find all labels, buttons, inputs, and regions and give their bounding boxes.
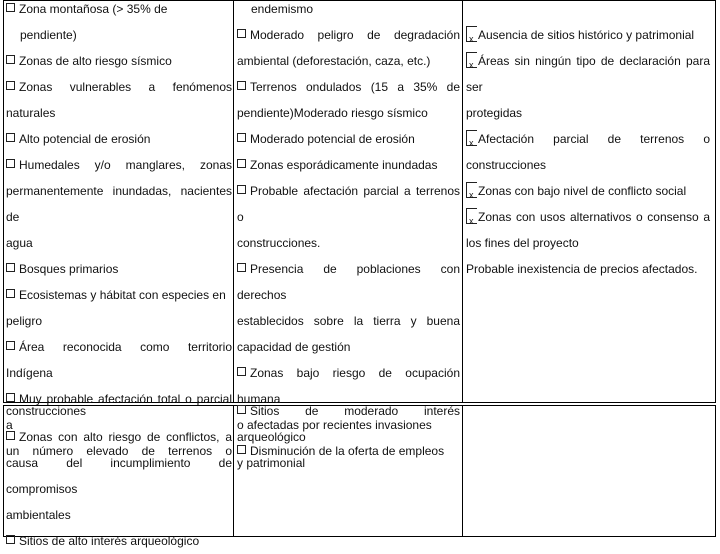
- criterion-text: Afectación parcial de terrenos o: [478, 132, 710, 146]
- criterion-text: o afectadas por recientes invasiones: [237, 418, 432, 432]
- checkbox-icon: [237, 133, 246, 142]
- criterion-line: [237, 152, 460, 178]
- criterion-text: construcciones.: [237, 236, 321, 250]
- criterion-text: un número elevado de terrenos o: [6, 444, 232, 458]
- criterion-line: [6, 308, 232, 334]
- criterion-line: [466, 126, 710, 152]
- x-mark: x: [469, 190, 474, 200]
- criterion-line: [237, 100, 460, 126]
- criterion-text: Ecosistemas y hábitat con especies en: [19, 288, 226, 302]
- criterion-line: [6, 100, 232, 126]
- checked-box-icon: [466, 130, 477, 146]
- criterion-line: [6, 152, 232, 178]
- criterion-text: protegidas: [466, 106, 523, 120]
- checked-box-icon: [466, 52, 477, 68]
- criterion-text: naturales: [6, 106, 56, 120]
- criterion-line: [6, 282, 232, 308]
- criterion-text: Sitios de alto interés arqueológico: [19, 534, 200, 548]
- criterion-text: establecidos sobre la tierra y buena: [237, 314, 460, 328]
- criterion-text: Humedales y/o manglares, zonas: [19, 158, 232, 172]
- criterion-line: [466, 256, 710, 282]
- criterion-text: peligro: [6, 314, 43, 328]
- x-mark: x: [469, 60, 474, 70]
- checkbox-icon: [237, 81, 246, 90]
- criterion-text: Zonas de alto riesgo sísmico: [19, 54, 172, 68]
- top-col-3: [466, 0, 710, 282]
- criterion-line: [6, 398, 232, 424]
- criterion-line: [6, 502, 232, 528]
- criterion-line: [466, 48, 710, 100]
- top-col-1: [6, 0, 232, 464]
- criterion-text: Zonas con alto riesgo de conflictos, a: [19, 430, 232, 444]
- criterion-text: Ausencia de sitios histórico y patrimonial: [478, 28, 695, 42]
- checkbox-icon: [6, 133, 15, 142]
- criterion-line: [237, 126, 460, 152]
- top-table-divider-1: [233, 0, 234, 403]
- checkbox-icon: [6, 55, 15, 64]
- criterion-line: [237, 230, 460, 256]
- x-mark: x: [469, 138, 474, 148]
- criterion-text: Disminución de la oferta de empleos: [250, 444, 445, 458]
- checkbox-icon: [237, 159, 246, 168]
- criterion-text: y patrimonial: [237, 456, 306, 470]
- criterion-line: [237, 22, 460, 48]
- criterion-line: [466, 230, 710, 256]
- criterion-line: [6, 450, 232, 502]
- criterion-text: Zonas vulnerables a fenómenos: [19, 80, 232, 94]
- criterion-line: [6, 22, 232, 48]
- criterion-text: ambientales: [6, 508, 71, 522]
- criterion-text: Zonas esporádicamente inundadas: [250, 158, 438, 172]
- criterion-text: ambiental (deforestación, caza, etc.): [237, 54, 431, 68]
- criterion-line: [6, 126, 232, 152]
- checked-box-icon: [466, 182, 477, 198]
- criterion-line: [6, 424, 232, 450]
- criterion-line: [237, 256, 460, 308]
- checked-box-icon: [466, 26, 477, 42]
- bottom-col-1: [6, 398, 232, 554]
- criterion-line: [6, 256, 232, 282]
- x-mark: x: [469, 34, 474, 44]
- criterion-line: [466, 22, 710, 48]
- criterion-line: [466, 0, 710, 22]
- criterion-text: los fines del proyecto: [466, 236, 579, 250]
- checkbox-icon: [237, 367, 246, 376]
- criterion-line: [237, 308, 460, 334]
- criterion-line: [237, 398, 460, 450]
- checked-box-icon: [466, 208, 477, 224]
- criterion-text: Zonas con usos alternativos o consenso a: [478, 210, 710, 224]
- criterion-line: [237, 178, 460, 230]
- criterion-line: [466, 100, 710, 126]
- criterion-line: [6, 0, 232, 22]
- checkbox-icon: [6, 159, 15, 168]
- checkbox-icon: [237, 405, 246, 414]
- bottom-table-divider-2: [462, 405, 463, 537]
- criterion-line: [6, 230, 232, 256]
- criterion-text: Áreas sin ningún tipo de declaración para ser: [466, 54, 710, 94]
- criterion-text: Zona montañosa (> 35% de: [19, 2, 168, 16]
- criterion-text: Zonas con bajo nivel de conflicto social: [478, 184, 687, 198]
- criterion-text: Presencia de poblaciones con derechos: [237, 262, 460, 302]
- criterion-text: Bosques primarios: [19, 262, 119, 276]
- criterion-text: Terrenos ondulados (15 a 35% de: [250, 80, 460, 94]
- criterion-text: pendiente): [20, 28, 77, 42]
- criterion-text: Moderado peligro de degradación: [250, 28, 460, 42]
- criterion-line: [6, 48, 232, 74]
- criterion-text: Área reconocida como territorio Indígena: [6, 340, 232, 380]
- criterion-text: Probable inexistencia de precios afectados.: [466, 262, 698, 276]
- top-col-2: [237, 0, 460, 464]
- criterion-text: construcciones: [466, 158, 547, 172]
- checkbox-icon: [6, 431, 15, 440]
- checkbox-icon: [6, 3, 15, 12]
- criterion-text: Sitios de moderado interés arqueológico: [237, 404, 460, 444]
- criterion-text: agua: [6, 236, 33, 250]
- criterion-line: [6, 528, 232, 554]
- criterion-line: [237, 334, 460, 360]
- criterion-line: [466, 204, 710, 230]
- criterion-text: Alto potencial de erosión: [19, 132, 151, 146]
- criterion-text: endemismo: [251, 2, 314, 16]
- criterion-line: [466, 178, 710, 204]
- criterion-line: [237, 0, 460, 22]
- criterion-text: Probable afectación parcial a terrenos o: [237, 184, 460, 224]
- criterion-text: permanentemente inundadas, nacientes de: [6, 184, 232, 224]
- criterion-line: [237, 450, 460, 476]
- checkbox-icon: [6, 341, 15, 350]
- checkbox-icon: [6, 263, 15, 272]
- checkbox-icon: [237, 29, 246, 38]
- criterion-text: capacidad de gestión: [237, 340, 351, 354]
- criterion-text: causa del incumplimiento de compromisos: [6, 456, 232, 496]
- criterion-text: pendiente)Moderado riesgo sísmico: [237, 106, 428, 120]
- x-mark: x: [469, 216, 474, 226]
- criterion-line: [237, 74, 460, 100]
- checkbox-icon: [237, 263, 246, 272]
- criterion-line: [466, 152, 710, 178]
- criterion-text: Zonas bajo riesgo de ocupación humana: [237, 366, 460, 406]
- criterion-line: [6, 334, 232, 386]
- bottom-col-2: [237, 398, 460, 476]
- criterion-line: [6, 178, 232, 230]
- criterion-text: Muy probable afectación total o parcial a: [6, 392, 232, 432]
- criterion-text: Moderado potencial de erosión: [250, 132, 415, 146]
- criterion-line: [237, 48, 460, 74]
- bottom-table-divider-1: [233, 405, 234, 537]
- top-table-divider-2: [462, 0, 463, 403]
- criterion-text: construcciones: [6, 404, 87, 418]
- checkbox-icon: [6, 289, 15, 298]
- checkbox-icon: [237, 185, 246, 194]
- checkbox-icon: [6, 81, 15, 90]
- criterion-line: [6, 74, 232, 100]
